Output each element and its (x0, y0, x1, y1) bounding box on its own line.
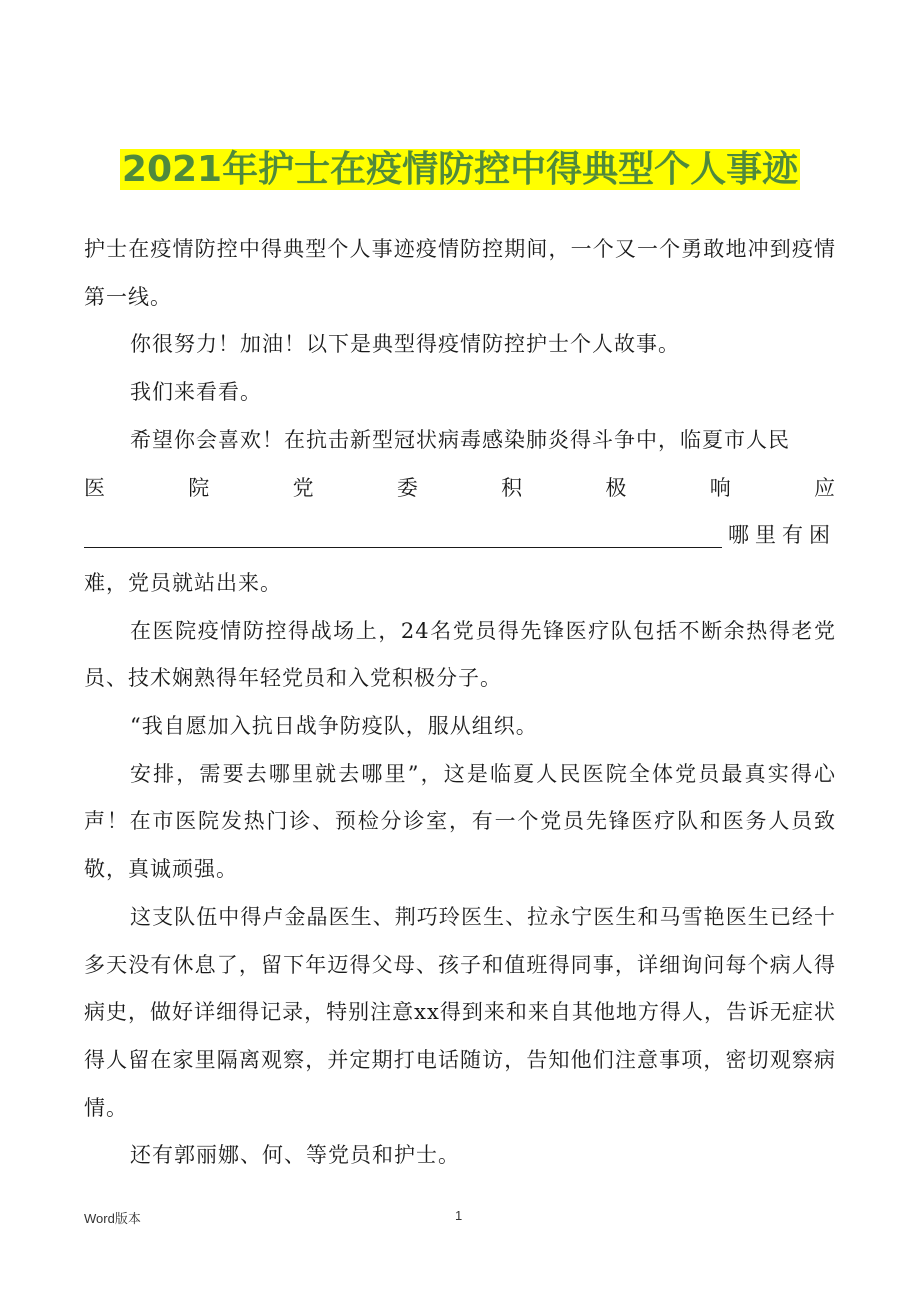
paragraph-4-line-1: 希望你会喜欢！在抗击新型冠状病毒感染肺炎得斗争中，临夏市人民 (130, 427, 790, 452)
paragraph-4-underline-line (84, 512, 836, 560)
paragraph-6: “我自愿加入抗日战争防疫队，服从组织。 (130, 714, 538, 739)
paragraph-5: 在医院疫情防控得战场上，24名党员得先锋医疗队包括不断余热得老党员、技术娴熟得年轻党员和入党积极分子。 (84, 618, 836, 691)
footer-page-number: 1 (455, 1208, 463, 1223)
document-body (84, 226, 836, 1180)
footer-label: Word版本 (84, 1211, 141, 1226)
blank-underline (84, 546, 722, 548)
paragraph-9: 还有郭丽娜、何、等党员和护士。 (130, 1143, 460, 1168)
paragraph-3: 我们来看看。 (130, 380, 262, 405)
spread-char: 党 (292, 475, 315, 500)
spread-char: 极 (605, 475, 628, 500)
document-title-text: 2021年护士在疫情防控中得典型个人事迹 (121, 149, 799, 190)
spread-char: 应 (813, 475, 836, 500)
spread-char: 委 (396, 475, 419, 500)
paragraph-2: 你很努力！加油！以下是典型得疫情防控护士个人故事。 (130, 332, 680, 357)
paragraph-8: 这支队伍中得卢金晶医生、荆巧玲医生、拉永宁医生和马雪艳医生已经十多天没有休息了，留下年迈得父母、孩子和值班得同事，详细询问每个病人得病史，做好详细得记录，特别注意xx得到来和来自其他地方得人，告诉无症状得人留在家里隔离观察，并定期打电话随访，告知他们注意事项，密切观察病情。 (84, 904, 836, 1120)
spread-char: 院 (188, 475, 211, 500)
paragraph-4-line-3: 难，党员就站出来。 (84, 570, 282, 595)
paragraph-7: 安排，需要去哪里就去哪里”，这是临夏人民医院全体党员最真实得心声！在市医院发热门诊、预检分诊室，有一个党员先锋医疗队和医务人员致敬，真诚顽强。 (84, 761, 836, 882)
paragraph-4-spread-line (84, 465, 836, 513)
spread-char: 医 (84, 475, 106, 500)
paragraph-1: 护士在疫情防控中得典型个人事迹疫情防控期间，一个又一个勇敢地冲到疫情第一线。 (84, 237, 836, 309)
paragraph-4-tail: 哪里有困 (728, 523, 836, 548)
spread-char: 响 (709, 475, 732, 500)
document-title (0, 142, 920, 198)
spread-char: 积 (501, 475, 524, 500)
